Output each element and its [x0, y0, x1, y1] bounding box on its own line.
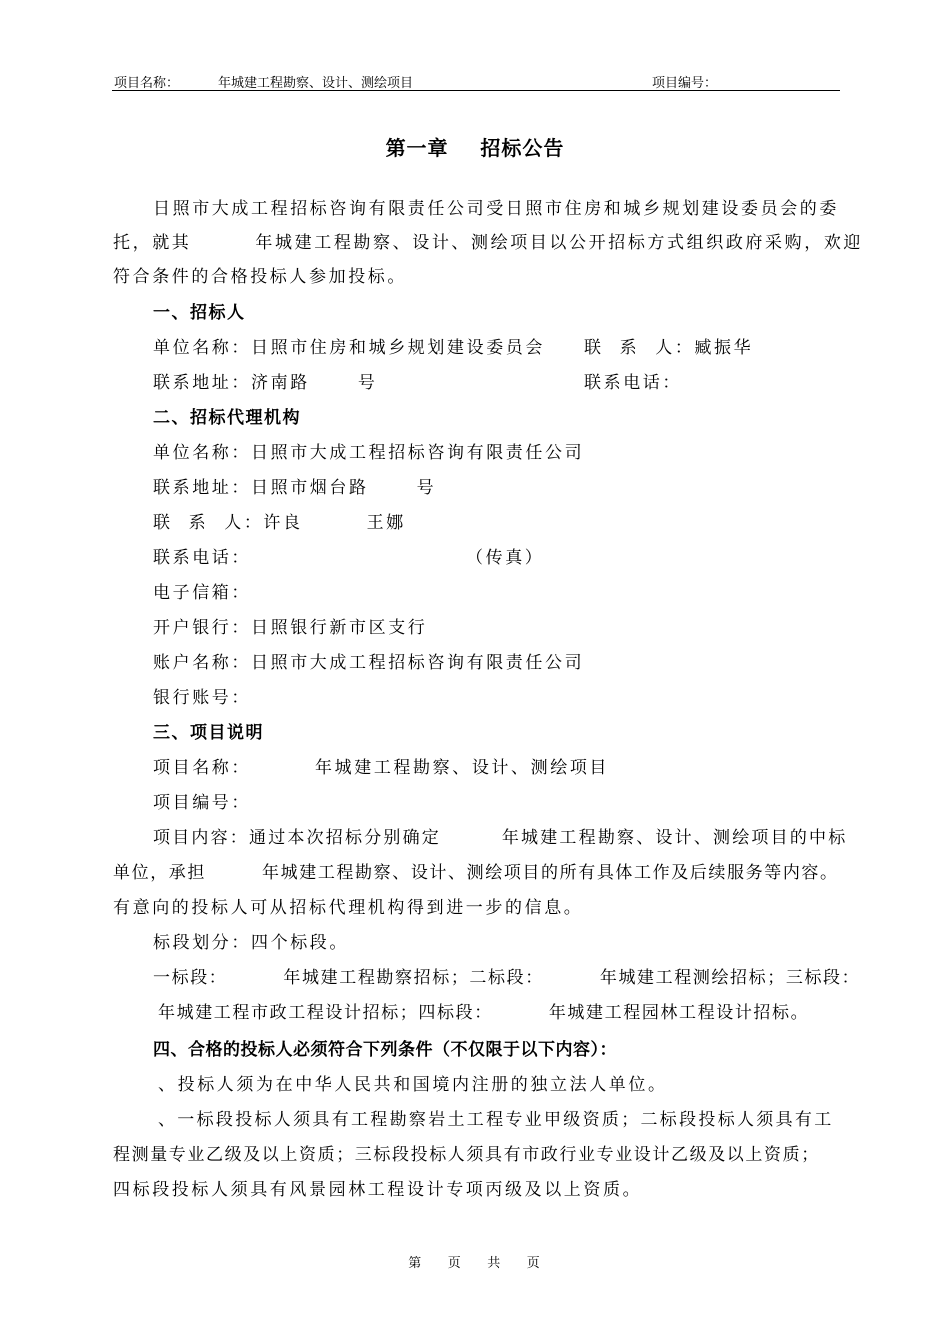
section4-item-2-line-2: 程测量专业乙级及以上资质；三标段投标人须具有市政行业专业设计乙级及以上资质；: [113, 1145, 820, 1165]
section1-phone: 联系电话：: [584, 373, 682, 393]
page-footer: 第 页 共 页: [408, 1256, 542, 1271]
section3-lots: 标段划分：四个标段。: [153, 933, 349, 953]
header-project-name-label: 项目名称：: [114, 76, 180, 91]
section2-unit-name: 单位名称：日照市大成工程招标咨询有限责任公司: [153, 443, 585, 463]
section1-address: 联系地址：济南路 号: [153, 373, 378, 393]
header-project-no-label: 项目编号：: [652, 76, 718, 91]
section2-account-no: 银行账号：: [153, 688, 251, 708]
chapter-title: 第一章 招标公告: [385, 136, 565, 160]
section3-content-line-2: 单位，承担 年城建工程勘察、设计、测绘项目的所有具体工作及后续服务等内容。: [113, 863, 839, 883]
section1-unit-name: 单位名称：日照市住房和城乡规划建设委员会: [153, 338, 545, 358]
section2-phone: 联系电话：: [153, 548, 251, 568]
section2-contact-person: 联 系 人：许良 王娜: [153, 513, 406, 533]
section3-lot-details-2: 年城建工程市政工程设计招标；四标段： 年城建工程园林工程设计招标。: [158, 1003, 810, 1023]
section4-item-2-line-3: 四标段投标人须具有风景园林工程设计专项丙级及以上资质。: [113, 1180, 643, 1200]
section2-account-name: 账户名称：日照市大成工程招标咨询有限责任公司: [153, 653, 585, 673]
header-project-name-value: 年城建工程勘察、设计、测绘项目: [218, 76, 414, 91]
section3-content-line-3: 有意向的投标人可从招标代理机构得到进一步的信息。: [113, 898, 584, 918]
section3-project-no: 项目编号：: [153, 793, 251, 813]
section4-item-1: 、投标人须为在中华人民共和国境内注册的独立法人单位。: [158, 1075, 668, 1095]
section2-email: 电子信箱：: [153, 583, 251, 603]
section2-fax: （传真）: [466, 548, 545, 568]
section3-project-name: 项目名称： 年城建工程勘察、设计、测绘项目: [153, 758, 610, 778]
page-header: [112, 72, 840, 91]
section3-content-line-1: 项目内容：通过本次招标分别确定 年城建工程勘察、设计、测绘项目的中标: [153, 828, 848, 848]
intro-line-1: 日照市大成工程招标咨询有限责任公司受日照市住房和城乡规划建设委员会的委: [153, 199, 839, 219]
section4-item-2-line-1: 、一标段投标人须具有工程勘察岩土工程专业甲级资质；二标段投标人须具有工: [158, 1110, 834, 1130]
section1-contact-person: 联 系 人：臧振华: [584, 338, 754, 358]
section3-lot-details-1: 一标段： 年城建工程勘察招标；二标段： 年城建工程测绘招标；三标段：: [153, 968, 861, 988]
intro-line-3: 符合条件的合格投标人参加投标。: [113, 267, 407, 287]
section4-heading: 四、合格的投标人必须符合下列条件（不仅限于以下内容）：: [153, 1040, 617, 1060]
intro-line-2: 托，就其 年城建工程勘察、设计、测绘项目以公开招标方式组织政府采购，欢迎: [113, 233, 864, 253]
section1-heading: 一、招标人: [153, 303, 246, 323]
section3-heading: 三、项目说明: [153, 723, 264, 743]
section2-heading: 二、招标代理机构: [153, 408, 301, 428]
section2-address: 联系地址：日照市烟台路 号: [153, 478, 437, 498]
section2-bank: 开户银行：日照银行新市区支行: [153, 618, 428, 638]
